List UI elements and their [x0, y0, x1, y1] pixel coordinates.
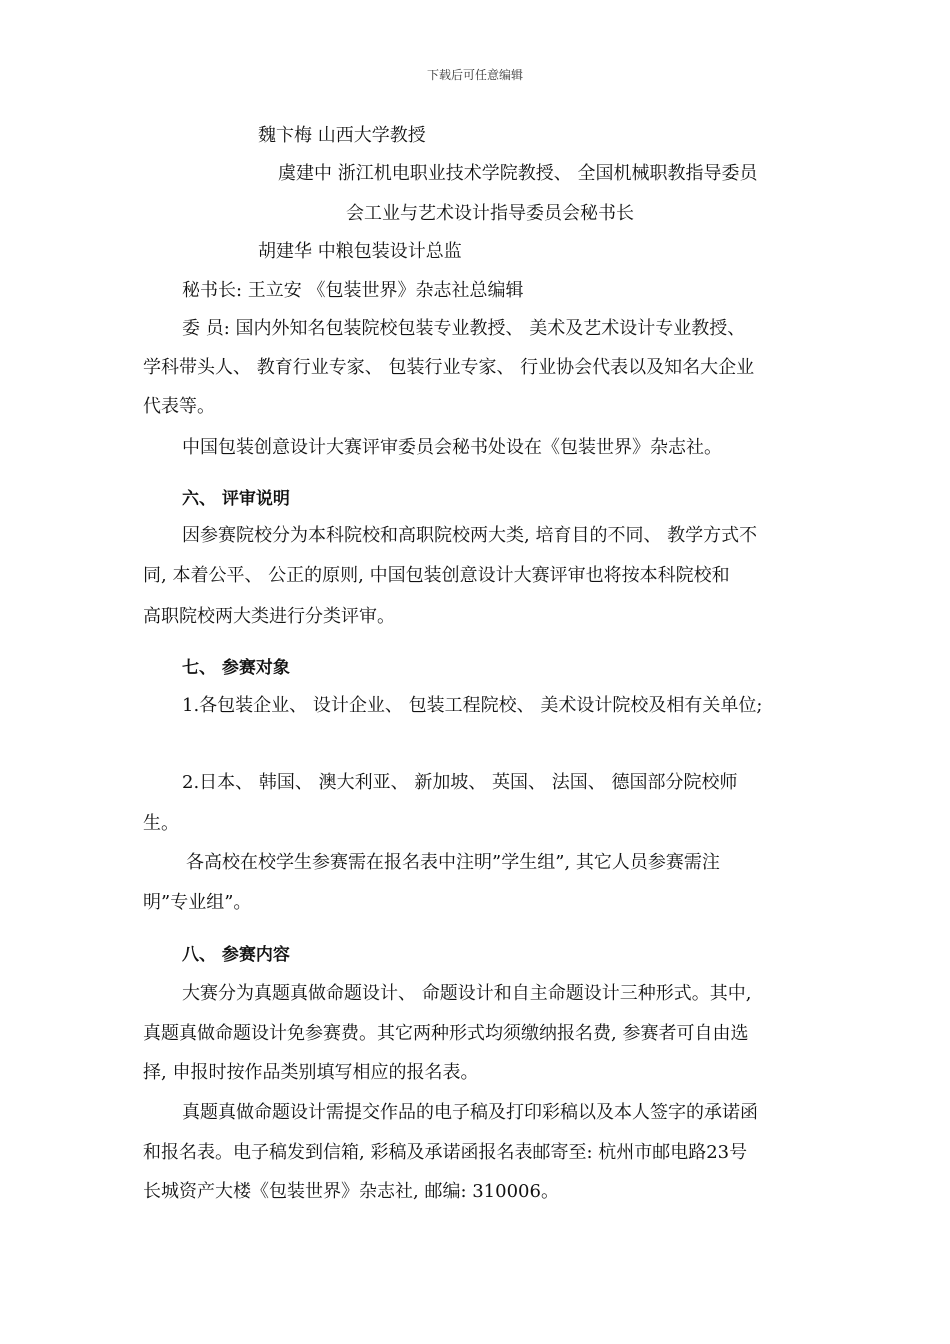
section8-p1-line1: 大赛分为真题真做命题设计、 命题设计和自主命题设计三种形式。其中, — [182, 983, 752, 1004]
committee-secretary: 秘书长: 王立安 《包装世界》杂志社总编辑 — [182, 280, 524, 301]
section7-heading: 七、 参赛对象 — [182, 658, 290, 678]
section8-p1-line3: 择, 申报时按作品类别填写相应的报名表。 — [143, 1062, 479, 1083]
section6-line3: 高职院校两大类进行分类评审。 — [143, 606, 395, 627]
section7-note-line2: 明”专业组”。 — [143, 892, 252, 913]
section8-p1-line2: 真题真做命题设计免参赛费。其它两种形式均须缴纳报名费, 参赛者可自由选 — [143, 1023, 749, 1044]
committee-office: 中国包装创意设计大赛评审委员会秘书处设在《包装世界》杂志社。 — [182, 437, 722, 458]
section8-p2-line3: 长城资产大楼《包装世界》杂志社, 邮编: 310006。 — [143, 1181, 559, 1202]
section7-note-line1: 各高校在校学生参赛需在报名表中注明”学生组”, 其它人员参赛需注 — [186, 852, 720, 873]
committee-members-line1: 委 员: 国内外知名包装院校包装专业教授、 美术及艺术设计专业教授、 — [182, 318, 746, 339]
committee-member-hu: 胡建华 中粮包装设计总监 — [258, 241, 462, 262]
committee-member-yu-line2: 会工业与艺术设计指导委员会秘书长 — [346, 203, 634, 224]
section8-p2-line1: 真题真做命题设计需提交作品的电子稿及打印彩稿以及本人签字的承诺函 — [182, 1102, 758, 1123]
section8-heading: 八、 参赛内容 — [182, 945, 290, 965]
section6-heading: 六、 评审说明 — [182, 489, 290, 509]
section6-line2: 同, 本着公平、 公正的原则, 中国包装创意设计大赛评审也将按本科院校和 — [143, 565, 730, 586]
section7-item1: 1.各包装企业、 设计企业、 包装工程院校、 美术设计院校及相有关单位; — [182, 695, 763, 716]
committee-members-line3: 代表等。 — [143, 396, 215, 417]
committee-member-wei: 魏卞梅 山西大学教授 — [258, 125, 426, 146]
committee-member-yu-line1: 虞建中 浙江机电职业技术学院教授、 全国机械职教指导委员 — [278, 163, 758, 184]
section8-p2-line2: 和报名表。电子稿发到信箱, 彩稿及承诺函报名表邮寄至: 杭州市邮电路23号 — [143, 1142, 748, 1163]
page-header-note: 下载后可任意编辑 — [426, 68, 523, 82]
section6-line1: 因参赛院校分为本科院校和高职院校两大类, 培育目的不同、 教学方式不 — [182, 525, 758, 546]
section7-item2-line1: 2.日本、 韩国、 澳大利亚、 新加坡、 英国、 法国、 德国部分院校师 — [182, 772, 738, 793]
section7-item2-line2: 生。 — [143, 813, 179, 834]
committee-members-line2: 学科带头人、 教育行业专家、 包装行业专家、 行业协会代表以及知名大企业 — [143, 357, 755, 378]
